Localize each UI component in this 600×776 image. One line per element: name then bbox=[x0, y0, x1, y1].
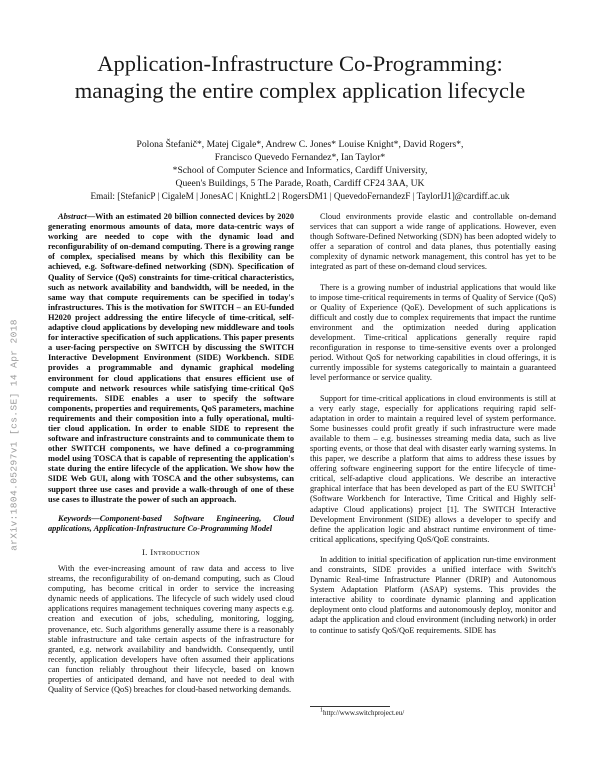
authors-line-2: Francisco Quevedo Fernandez*, Ian Taylor* bbox=[214, 152, 386, 163]
section-title: Introduction bbox=[150, 546, 201, 557]
title-line-2: managing the entire complex application lifecycle bbox=[74, 78, 526, 103]
affiliation-line-1: *School of Computer Science and Informatics, Cardiff University, bbox=[172, 165, 428, 176]
body-paragraph-3 bbox=[310, 394, 556, 545]
authors-line-1: Polona Štefanič*, Matej Cigale*, Andrew C. Jones* Louise Knight*, David Rogers*, bbox=[136, 139, 464, 150]
section-heading-introduction bbox=[48, 547, 294, 557]
paper-title bbox=[40, 50, 560, 104]
footnote-reference: 1 bbox=[553, 483, 556, 490]
intro-paragraph-1: With the ever-increasing amount of raw data and access to live streams, the reconfigurability of on-demand computing, such as Cloud computing, has become critical in order to service the increasing dynamic needs of applications. The lifecycle of such widely used cloud applications requires management techniques covering many aspects e.g. creation and execution of jobs, scheduling, monitoring, logging, provenance, etc. Such algorithms generally assume there is a reasonably stable infrastructure and take certain aspects of the infrastructure for granted, e.g. network availability and bandwidth. Consequently, until recently, application developers have often assumed their applications can function reliably throughout their lifecycle, based on known properties of anticipated demand, and have not needed to deal with Quality of Service (QoS) breaches for cloud-based networking demands. bbox=[48, 564, 294, 695]
footnote-mark: 1 bbox=[320, 707, 323, 714]
right-column bbox=[310, 212, 556, 636]
left-column bbox=[48, 212, 294, 695]
keywords: Keywords—Component-based Software Engineering, Cloud applications, Application-Infrastructure Co-Programming Model bbox=[48, 513, 294, 533]
title-line-1: Application-Infrastructure Co-Programming: bbox=[97, 51, 503, 76]
abstract-lead: Abstract bbox=[58, 212, 87, 221]
body-paragraph-4: In addition to initial specification of application run-time environment and constraints, SIDE provides a unified interface with Switch's Dynamic Real-time Infrastructure Planner (DRIP) and Autonomous System Adaptation Platform (ASAP) systems. This provides the interactive ability to coordinate dynamic planning and application deployment onto cloud platforms and autonomously deploy, monitor and adapt the application and cloud environment (including network) in order to continue to satisfy QoS/QoE requirements. SIDE has bbox=[310, 554, 556, 635]
affiliation-line-2: Queen's Buildings, 5 The Parade, Roath, Cardiff CF24 3AA, UK bbox=[175, 177, 425, 189]
abstract bbox=[48, 212, 294, 505]
arxiv-stamp-text: arXiv:1804.05297v1 [cs.SE] 14 Apr 2018 bbox=[8, 319, 20, 551]
author-list bbox=[60, 138, 540, 164]
arxiv-stamp bbox=[0, 290, 28, 580]
footnote-link[interactable]: http://www.switchproject.eu/ bbox=[323, 709, 405, 717]
body-paragraph-1: Cloud environments provide elastic and controllable on-demand services that can support a wide range of applications. However, even though Software-Defined Networking (SDN) has been adopted widely to offer a separation of control and data planes, thus potentially easing complexity of dynamic network management, this control has yet to be integrated as part of these on-demand cloud services. bbox=[310, 212, 556, 272]
body-paragraph-2: There is a growing number of industrial applications that would like to impose time-critical requirements in terms of Quality of Service (QoS) or Quality of Experience (QoE). Development of such applications is difficult and costly due to complex requirements that impact the runtime environment and the optimization needed during application development. Time-critical applications generally require rapid reconfiguration in response to time-sensitive events over a prolonged period. Without QoS for networking capabilities in cloud offerings, it is currently impossible for systems categorically to maintain a guaranteed level performance or service quality. bbox=[310, 282, 556, 383]
footnote bbox=[320, 709, 404, 718]
body-paragraph-3-part-1: Support for time-critical applications in cloud environments is still at a very early stage, especially for applications requiring rapid self-adaptation in order to maintain a required level of system performance. Some businesses could profit greatly if such infrastructure were made available to them – e.g. businesses streaming media data, such as live sporting events, or those that deal with disaster early warning systems. In this paper, we describe a platform that aims to address these issues by offering software engineering support for the entire lifecycle of time-critical, self-adaptive cloud applications. We describe an interactive graphical interface that has been developed as part of the EU SWITCH bbox=[310, 393, 556, 494]
affiliation bbox=[60, 165, 540, 190]
abstract-text: —With an estimated 20 billion connected devices by 2020 generating enormous amounts of data, more data-centric ways of working are needed to cope with the dynamic load and reconfigurability of on-demand computing. There is a growing range of complex, specialised means by which this flexibility can be achieved, e.g. Software-defined networking (SDN). Specification of Quality of Service (QoS) constraints for time-critical characteristics, such as network availability and bandwidth, will be needed, in the same way that compute requirements can be specified in today's infrastructures. This is the motivation for SWITCH – an EU-funded H2020 project addressing the entire lifecycle of time-critical, self-adaptive cloud applications by developing new middleware and tools for interactive specification of such applications. This paper presents a user-facing perspective on SWITCH by discussing the SWITCH Interactive Development Environment (SIDE) Workbench. SIDE provides a programmable and dynamic graphical modeling environment for cloud applications that ensures efficient use of compute and network resources while satisfying time-critical QoS requirements. SIDE enables a user to specify the software components, properties and requirements, QoS parameters, machine requirements and their composition into a fully operational, multi-tier cloud application. In order to enable SIDE to represent the software and infrastructure constraints and to communicate them to other SWITCH components, we have defined a co-programming model using TOSCA that is capable of representing the application's state during the entire lifecycle of the application. We show how the SIDE Web GUI, along with TOSCA and the other subsystems, can support three use cases and provide a walk-through of one of these use cases to illustrate the power of such an approach. bbox=[48, 212, 294, 504]
author-emails: Email: [StefanicP | CigaleM | JonesAC | KnightL2 | RogersDM1 | QuevedoFernandezF | TaylorIJ1]@cardiff.ac.uk bbox=[90, 191, 510, 201]
body-paragraph-3-part-2: (Software Workbench for Interactive, Time Critical and Highly self-adaptive Cloud applications) project [1]. The SWITCH Interactive Development Environment (SIDE) allows a developer to specify and define the application logic and abstract runtime environment of time-critical applications, specifying QoS/QoE constraints. bbox=[310, 494, 556, 544]
section-numeral: I. bbox=[141, 546, 148, 557]
